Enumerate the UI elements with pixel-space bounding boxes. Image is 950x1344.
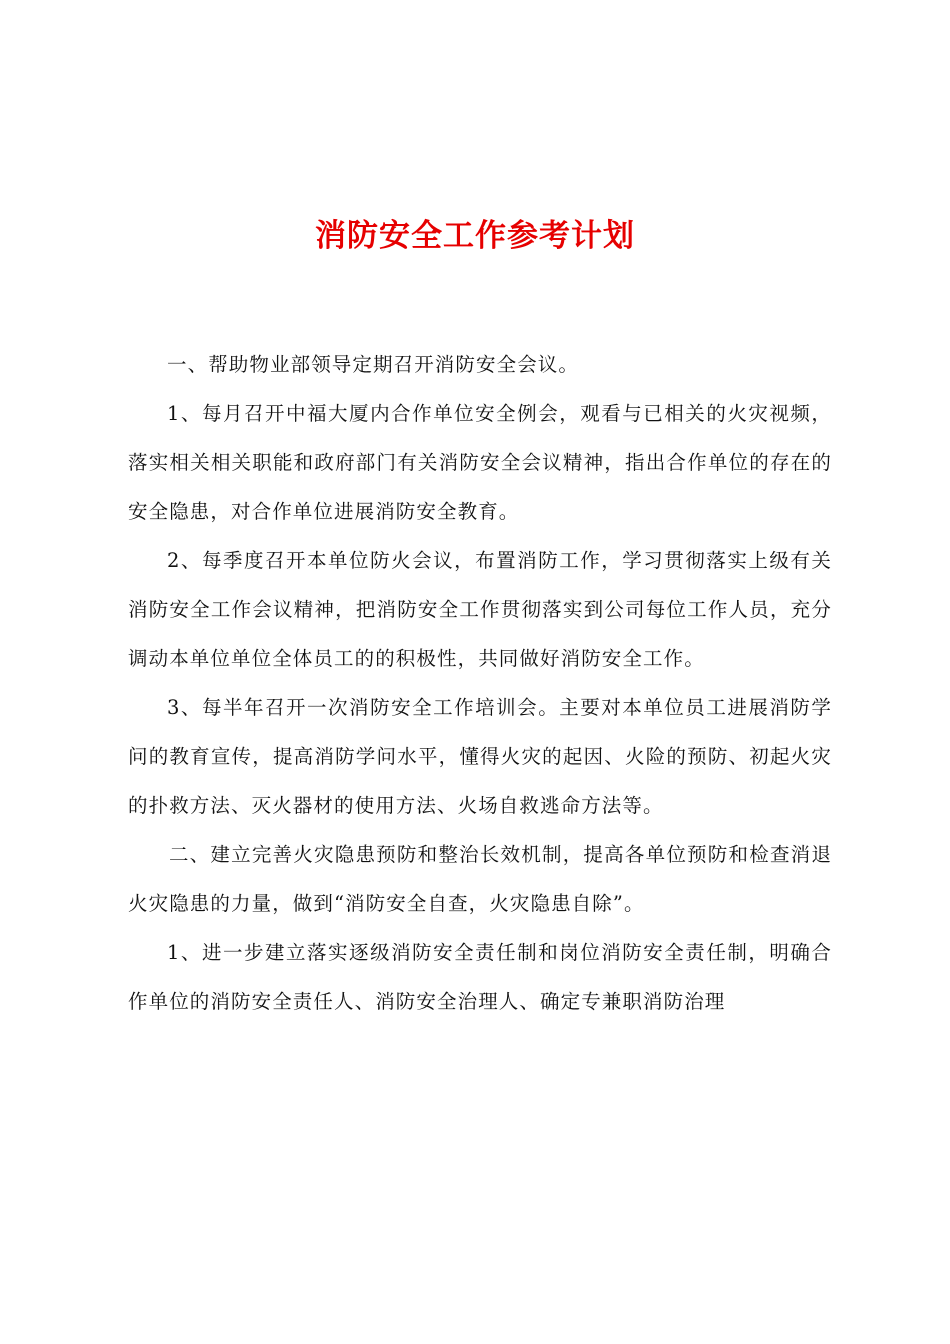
paragraph-section-2-heading: 二、建立完善火灾隐患预防和整治长效机制，提高各单位预防和检查消退火灾隐患的力量，做到“消防安全自查，火灾隐患自除”。 [128,843,832,915]
paragraph-1-2: 2、每季度召开本单位防火会议，布置消防工作，学习贯彻落实上级有关消防安全工作会议精神，把消防安全工作贯彻落实到公司每位工作人员，充分调动本单位单位全体员工的的积极性，共同做好消防安全工作。 [128,549,832,670]
paragraph-2-1: 1、进一步建立落实逐级消防安全责任制和岗位消防安全责任制，明确合作单位的消防安全责任人、消防安全治理人、确定专兼职消防治理 [128,941,832,1013]
paragraph-1-1: 1、每月召开中福大厦内合作单位安全例会，观看与已相关的火灾视频，落实相关相关职能和政府部门有关消防安全会议精神，指出合作单位的存在的安全隐患，对合作单位进展消防安全教育。 [128,402,832,523]
paragraph-1-3: 3、每半年召开一次消防安全工作培训会。主要对本单位员工进展消防学问的教育宣传，提高消防学问水平，懂得火灾的起因、火险的预防、初起火灾的扑救方法、灭火器材的使用方法、火场自救逃命方法等。 [128,696,832,817]
document-body [128,340,832,1026]
document-title: 消防安全工作参考计划 [315,218,635,254]
paragraph-section-1-heading: 一、帮助物业部领导定期召开消防安全会议。 [167,353,580,376]
